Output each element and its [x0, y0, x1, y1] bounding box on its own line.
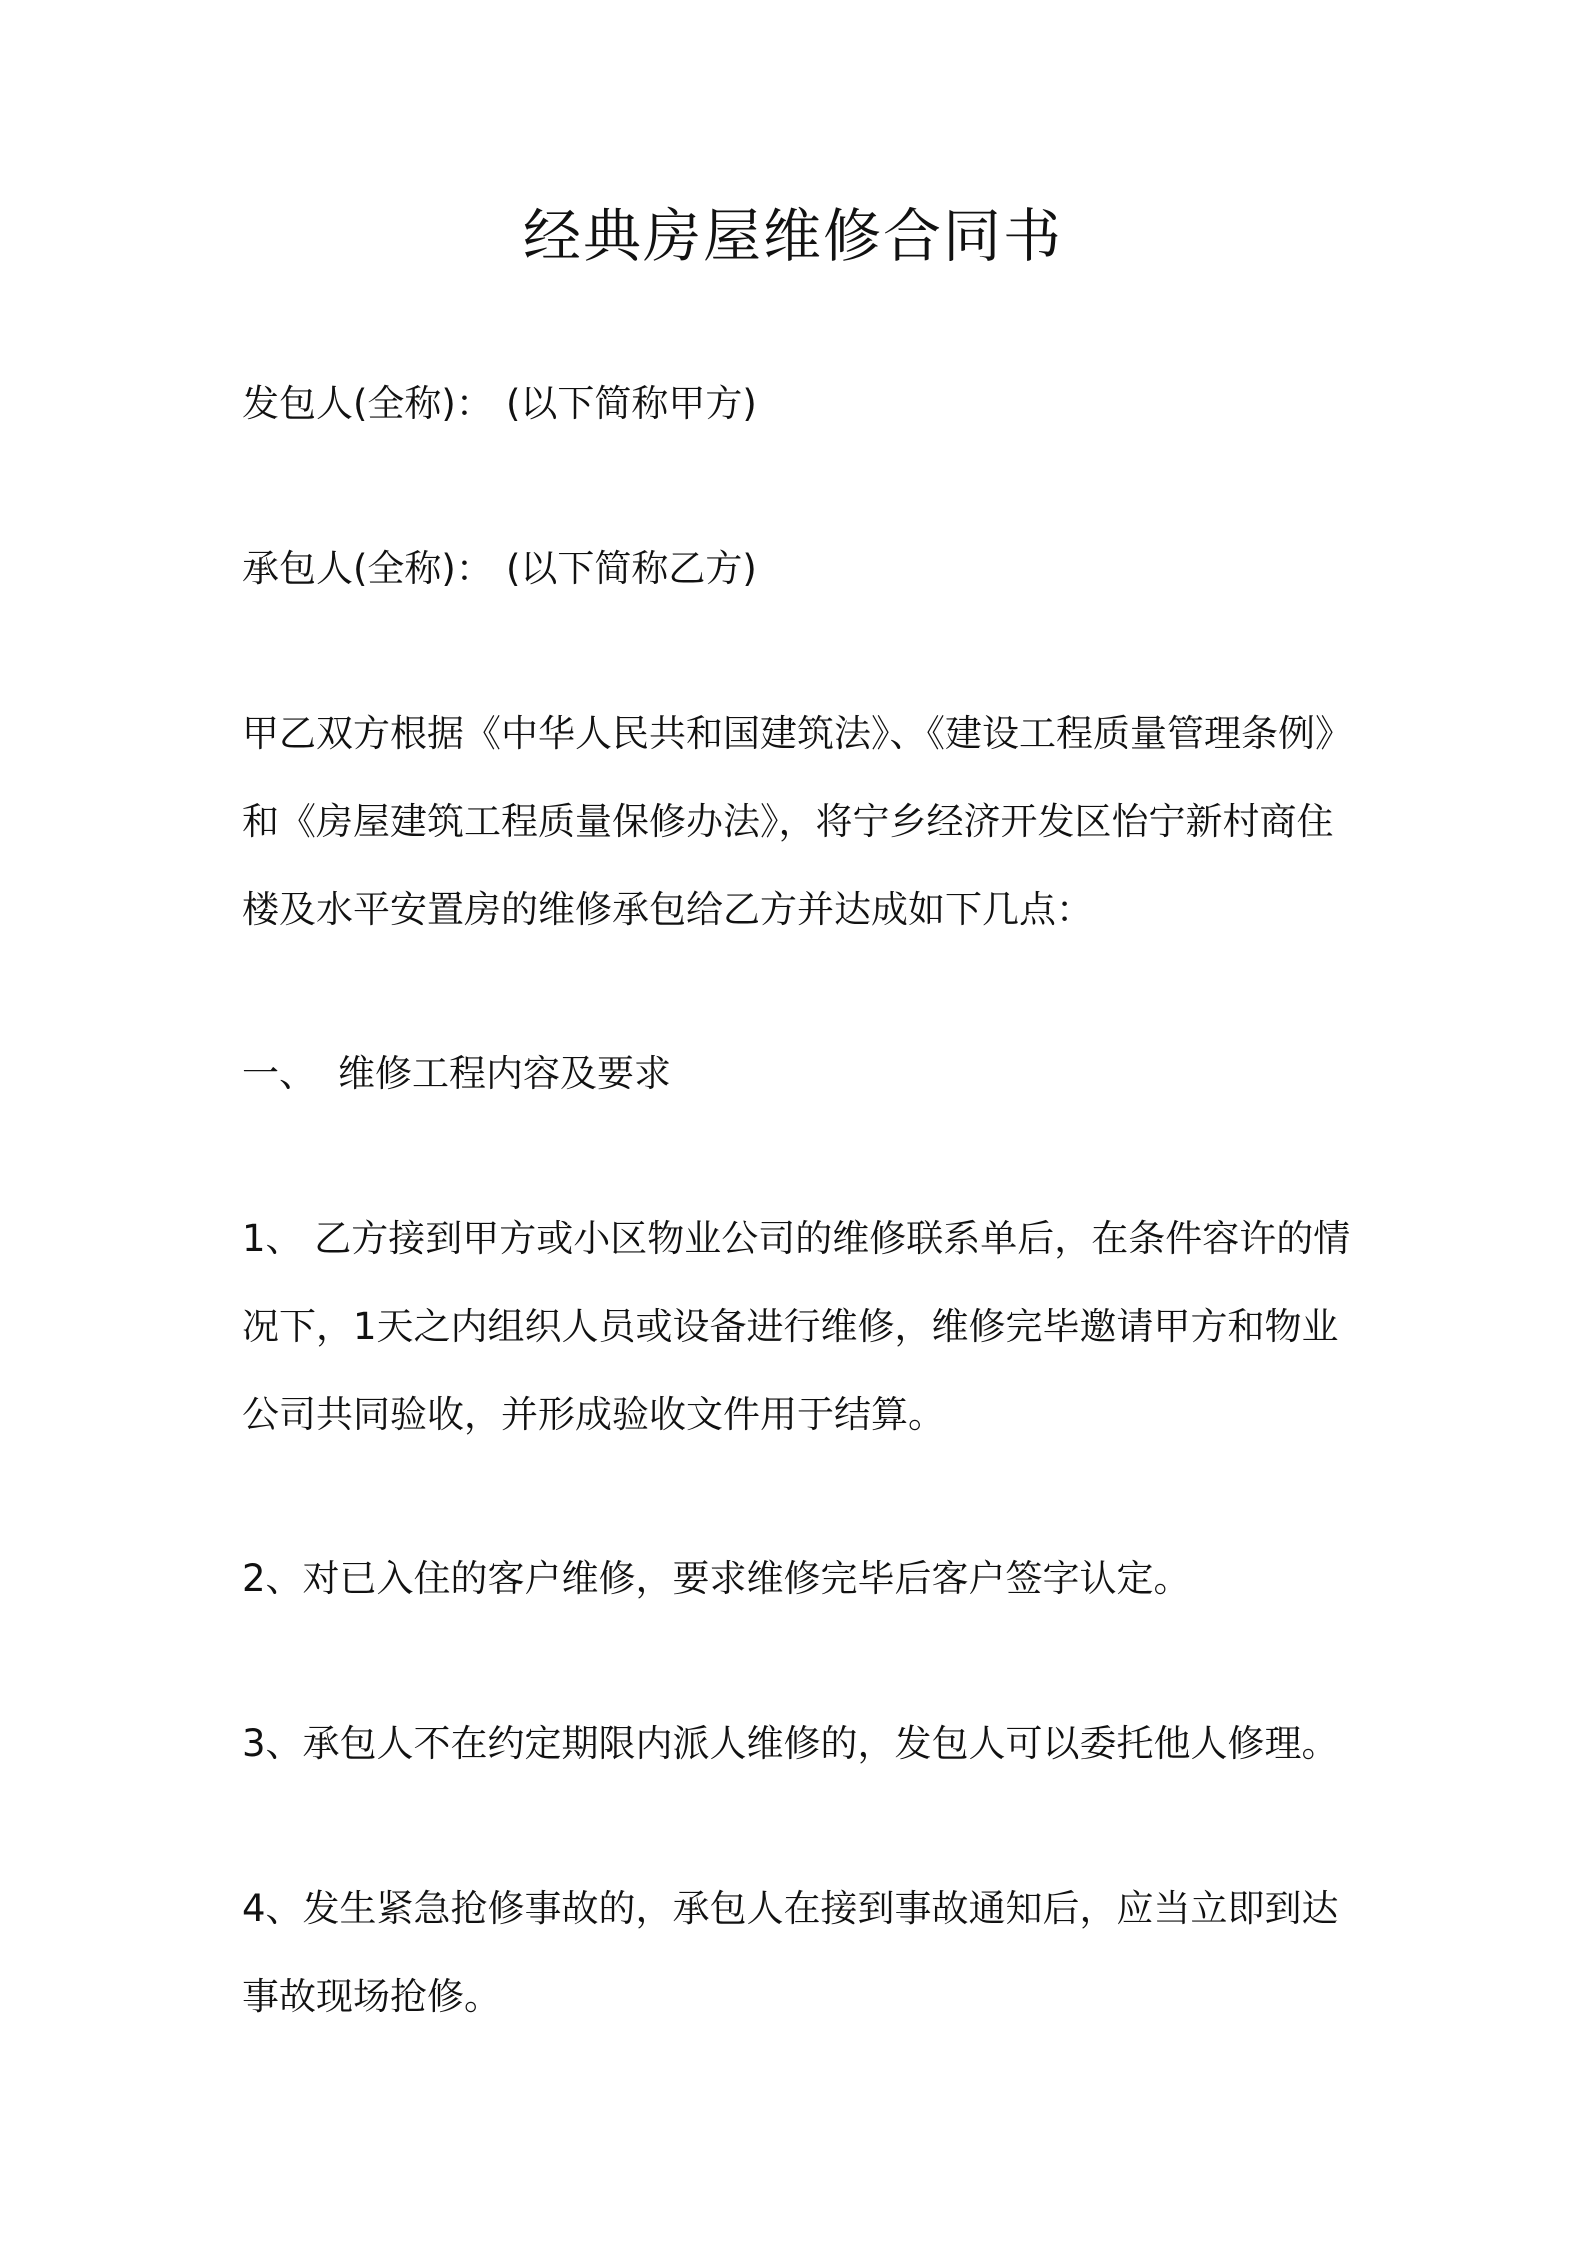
party-b-line [242, 525, 1352, 613]
preamble-line: 甲乙双方根据《中华人民共和国建筑法》、《建设工程质量管理条例》 [242, 712, 1352, 755]
clause-2 [242, 1535, 1352, 1623]
clause-line: 事故现场抢修。 [242, 1975, 501, 2018]
party-b-label: 承包人(全称)： [242, 547, 493, 590]
section-number: 一、 [242, 1052, 316, 1095]
preamble-line: 和《房屋建筑工程质量保修办法》，将宁乡经济开发区怡宁新村商住 [242, 800, 1334, 843]
clause-line: 公司共同验收，并形成验收文件用于结算。 [242, 1393, 945, 1436]
party-a-note: (以下简称甲方) [506, 382, 757, 425]
clause-line: 1、 乙方接到甲方或小区物业公司的维修联系单后，在条件容许的情 [242, 1217, 1351, 1260]
preamble-line: 楼及水平安置房的维修承包给乙方并达成如下几点： [242, 888, 1093, 931]
document-title: 经典房屋维修合同书 [522, 202, 1063, 270]
section-heading [242, 1030, 1352, 1118]
clause-3 [242, 1700, 1352, 1788]
party-a-line [242, 360, 1352, 448]
section-title: 维修工程内容及要求 [338, 1052, 671, 1095]
clause-line: 3、承包人不在约定期限内派人维修的，发包人可以委托他人修理。 [242, 1722, 1339, 1765]
preamble-paragraph [242, 690, 1352, 954]
clause-line: 2、对已入住的客户维修，要求维修完毕后客户签字认定。 [242, 1557, 1191, 1600]
party-a-label: 发包人(全称)： [242, 382, 493, 425]
party-b-note: (以下简称乙方) [506, 547, 757, 590]
clause-line: 4、发生紧急抢修事故的，承包人在接到事故通知后，应当立即到达 [242, 1887, 1339, 1930]
clause-4 [242, 1865, 1352, 2041]
clause-line: 况下，1天之内组织人员或设备进行维修，维修完毕邀请甲方和物业 [242, 1305, 1339, 1348]
clause-1 [242, 1195, 1352, 1459]
